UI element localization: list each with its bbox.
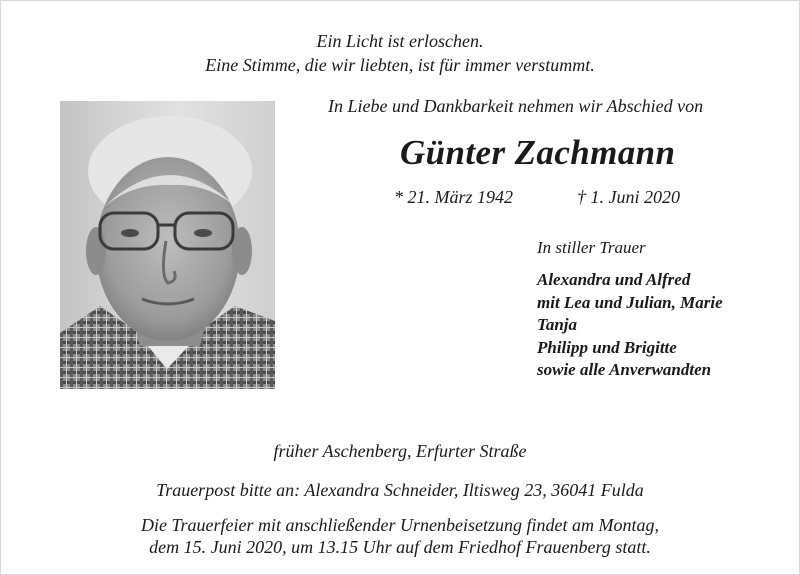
intro-text: In Liebe und Dankbarkeit nehmen wir Abschied von [328, 96, 704, 116]
family-line: Tanja [537, 315, 578, 334]
deceased-name: Günter Zachmann [400, 133, 676, 172]
family-line: Philipp und Brigitte [537, 337, 677, 357]
family-line: sowie alle Anverwandten [537, 360, 712, 379]
mourning-heading: In stiller Trauer [537, 238, 646, 257]
former-address: früher Aschenberg, Erfurter Straße [273, 441, 527, 461]
mail-to: Trauerpost bitte an: Alexandra Schneider, Iltisweg 23, 36041 Fulda [156, 480, 644, 500]
verse-line-2: Eine Stimme, die wir liebten, ist für immer verstummt. [205, 55, 595, 75]
portrait-photo [60, 101, 275, 389]
ceremony-info [0, 514, 800, 558]
birth-date: * 21. März 1942 [394, 187, 514, 207]
verse [0, 29, 800, 77]
family-line: Alexandra und Alfred [537, 270, 691, 289]
family-line: mit Lea und Julian, Marie [537, 292, 723, 312]
verse-line-1: Ein Licht ist erloschen. [316, 31, 484, 51]
family-list [537, 269, 723, 382]
death-date: † 1. Juni 2020 [577, 187, 680, 207]
ceremony-line-2: dem 15. Juni 2020, um 13.15 Uhr auf dem Friedhof Frauenberg statt. [149, 537, 651, 557]
ceremony-line-1: Die Trauerfeier mit anschließender Urnenbeisetzung findet am Montag, [141, 515, 659, 535]
